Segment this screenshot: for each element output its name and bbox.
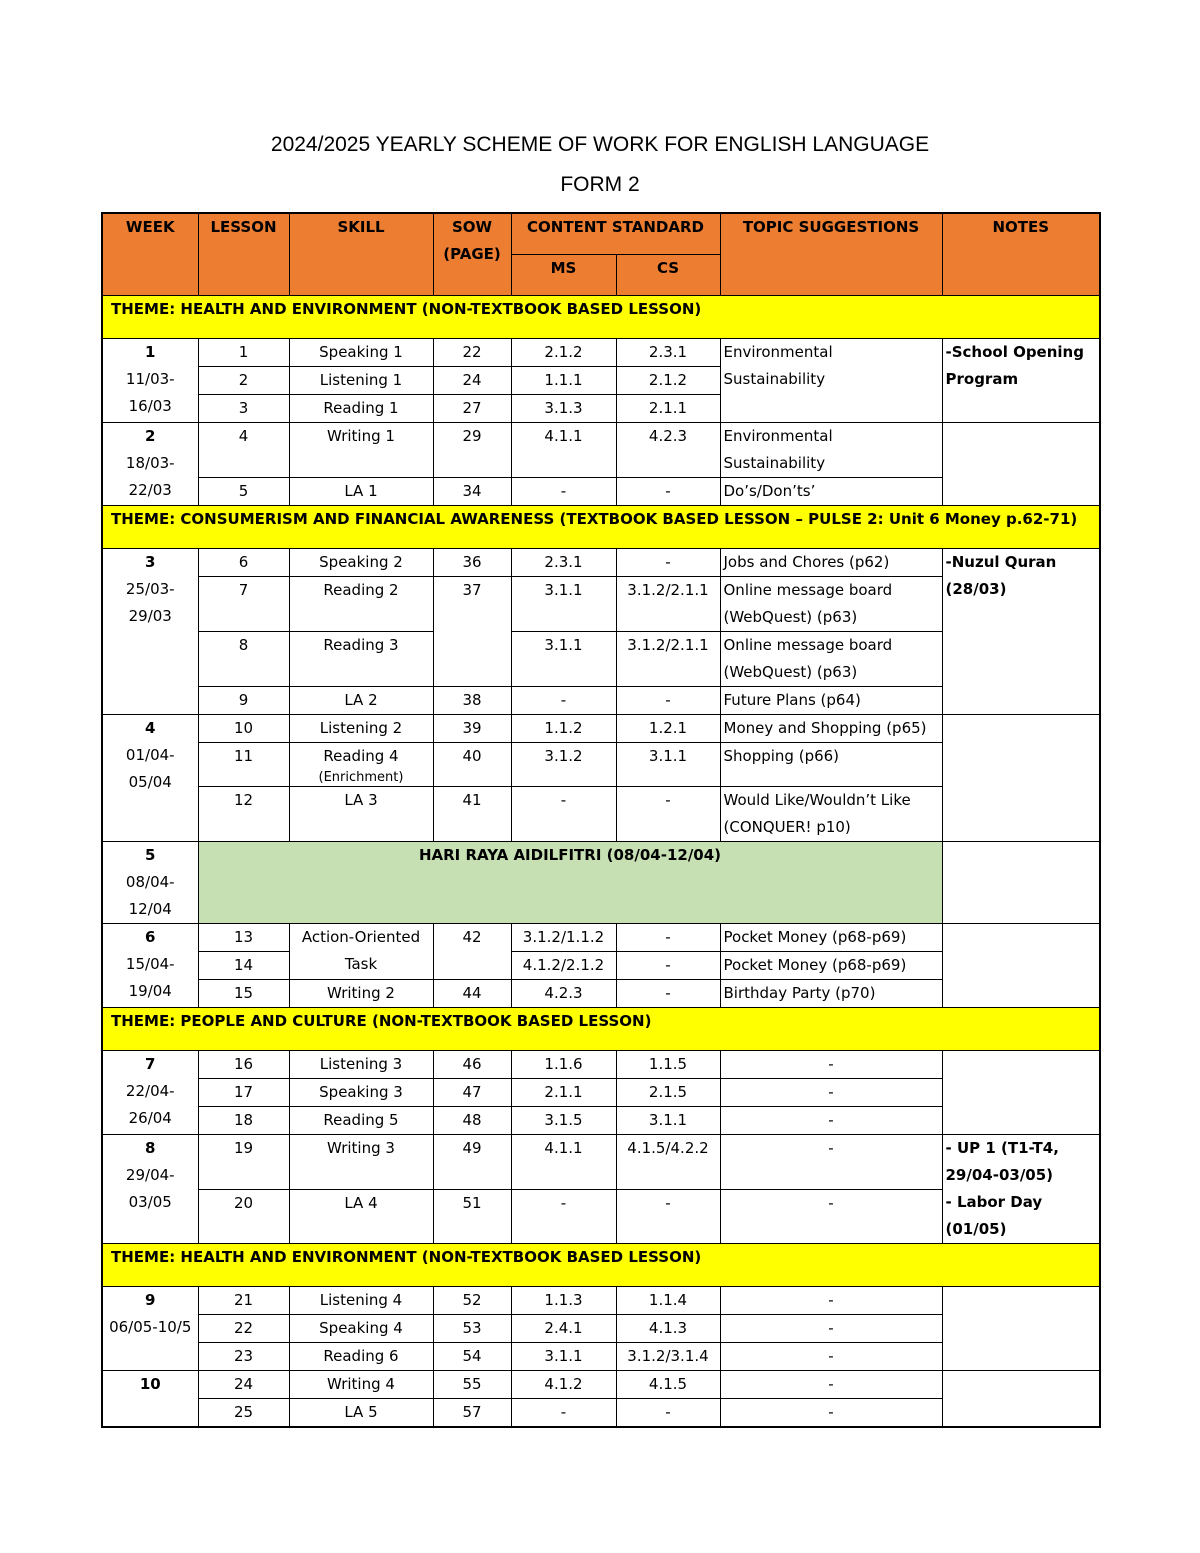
skill-cell: Listening 2 [289, 715, 433, 743]
topic-cell: - [720, 1315, 942, 1343]
sow-cell: 42 [433, 924, 511, 980]
skill-cell: Reading 3 [289, 632, 433, 687]
topic-cell: Pocket Money (p68-p69) [720, 952, 942, 980]
week-dates: 25/03-29/03 [125, 580, 175, 625]
theme-row: THEME: HEALTH AND ENVIRONMENT (NON-TEXTBOOK BASED LESSON) [102, 296, 1100, 339]
table-row [102, 423, 1100, 478]
theme-row: THEME: CONSUMERISM AND FINANCIAL AWARENESS (TEXTBOOK BASED LESSON – PULSE 2: Unit 6 Money p.62-71) [102, 506, 1100, 549]
sow-cell: 44 [433, 980, 511, 1008]
topic-cell: - [720, 1051, 942, 1079]
week-cell [102, 423, 198, 506]
header-cs: CS [616, 255, 720, 296]
table-row [102, 924, 1100, 952]
notes-cell: -School Opening Program [942, 339, 1100, 423]
notes-cell [942, 1135, 1100, 1244]
sow-cell: 34 [433, 478, 511, 506]
scheme-table [101, 212, 1101, 1428]
week-cell [102, 1135, 198, 1244]
topic-cell: - [720, 1287, 942, 1315]
lesson-cell: 6 [198, 549, 289, 577]
week-dates: 06/05-10/5 [109, 1318, 192, 1336]
ms-cell: 3.1.2 [511, 743, 616, 787]
skill-cell: LA 5 [289, 1399, 433, 1428]
skill-cell: Listening 4 [289, 1287, 433, 1315]
topic-cell: Pocket Money (p68-p69) [720, 924, 942, 952]
topic-cell: Online message board (WebQuest) (p63) [720, 632, 942, 687]
skill-cell: Listening 1 [289, 367, 433, 395]
cs-cell: 4.1.5 [616, 1371, 720, 1399]
ms-cell: 3.1.5 [511, 1107, 616, 1135]
ms-cell: 4.1.1 [511, 1135, 616, 1190]
topic-cell: Future Plans (p64) [720, 687, 942, 715]
week-number: 9 [145, 1291, 156, 1309]
sow-cell: 40 [433, 743, 511, 787]
ms-cell: 4.1.2/2.1.2 [511, 952, 616, 980]
lesson-cell: 11 [198, 743, 289, 787]
lesson-cell: 9 [198, 687, 289, 715]
header-topic: TOPIC SUGGESTIONS [720, 213, 942, 296]
week-dates: 29/04-03/05 [125, 1166, 175, 1211]
cs-cell: 1.1.4 [616, 1287, 720, 1315]
ms-cell: - [511, 1190, 616, 1244]
header-notes: NOTES [942, 213, 1100, 296]
week-number: 8 [145, 1139, 156, 1157]
lesson-cell: 1 [198, 339, 289, 367]
skill-cell [289, 743, 433, 787]
skill-cell: Writing 3 [289, 1135, 433, 1190]
week-cell [102, 339, 198, 423]
cs-cell: - [616, 924, 720, 952]
skill-cell: Writing 1 [289, 423, 433, 478]
ms-cell: 3.1.2/1.1.2 [511, 924, 616, 952]
header-ms: MS [511, 255, 616, 296]
skill-cell: Reading 5 [289, 1107, 433, 1135]
lesson-cell: 5 [198, 478, 289, 506]
skill-cell: LA 2 [289, 687, 433, 715]
ms-cell: - [511, 1399, 616, 1428]
lesson-cell: 19 [198, 1135, 289, 1190]
sow-cell: 48 [433, 1107, 511, 1135]
lesson-cell: 12 [198, 787, 289, 842]
lesson-cell: 8 [198, 632, 289, 687]
sow-cell: 39 [433, 715, 511, 743]
topic-cell: Environmental Sustainability [720, 423, 942, 478]
header-sow-page: (PAGE) [443, 245, 501, 263]
ms-cell: 1.1.6 [511, 1051, 616, 1079]
cs-cell: - [616, 478, 720, 506]
ms-cell: 3.1.1 [511, 577, 616, 632]
week-number: 2 [145, 427, 156, 445]
cs-cell: 1.2.1 [616, 715, 720, 743]
ms-cell: - [511, 687, 616, 715]
cs-cell: 3.1.2/2.1.1 [616, 632, 720, 687]
week-cell [102, 1051, 198, 1135]
table-row [102, 549, 1100, 577]
topic-cell: Shopping (p66) [720, 743, 942, 787]
cs-cell: 2.1.5 [616, 1079, 720, 1107]
header-skill: SKILL [289, 213, 433, 296]
topic-cell: Would Like/Wouldn’t Like (CONQUER! p10) [720, 787, 942, 842]
sow-cell: 36 [433, 549, 511, 577]
sow-cell: 37 [433, 577, 511, 687]
week-dates: 11/03-16/03 [125, 370, 175, 415]
topic-cell: - [720, 1190, 942, 1244]
notes-cell [942, 715, 1100, 842]
cs-cell: - [616, 980, 720, 1008]
table-row [102, 842, 1100, 924]
holiday-cell: HARI RAYA AIDILFITRI (08/04-12/04) [198, 842, 942, 924]
notes-cell [942, 1051, 1100, 1135]
cs-cell: 3.1.1 [616, 743, 720, 787]
skill-cell: Reading 2 [289, 577, 433, 632]
topic-cell: Online message board (WebQuest) (p63) [720, 577, 942, 632]
week-dates: 01/04-05/04 [125, 746, 175, 791]
header-row [102, 213, 1100, 255]
cs-cell: - [616, 549, 720, 577]
ms-cell: 4.1.1 [511, 423, 616, 478]
week-number: 10 [139, 1375, 161, 1393]
ms-cell: 4.1.2 [511, 1371, 616, 1399]
topic-cell: - [720, 1079, 942, 1107]
ms-cell: - [511, 787, 616, 842]
sow-cell: 38 [433, 687, 511, 715]
ms-cell: 1.1.3 [511, 1287, 616, 1315]
sow-cell: 29 [433, 423, 511, 478]
skill-note: (Enrichment) [318, 770, 404, 785]
skill-cell: LA 1 [289, 478, 433, 506]
sow-cell: 51 [433, 1190, 511, 1244]
lesson-cell: 3 [198, 395, 289, 423]
cs-cell: - [616, 1190, 720, 1244]
week-number: 6 [145, 928, 156, 946]
note-labor-day: - Labor Day (01/05) [945, 1193, 1043, 1238]
sow-cell: 53 [433, 1315, 511, 1343]
cs-cell: 2.3.1 [616, 339, 720, 367]
week-dates: 22/04-26/04 [125, 1082, 175, 1127]
lesson-cell: 21 [198, 1287, 289, 1315]
ms-cell: 2.4.1 [511, 1315, 616, 1343]
lesson-cell: 23 [198, 1343, 289, 1371]
sow-cell: 22 [433, 339, 511, 367]
week-number: 5 [145, 846, 156, 864]
lesson-cell: 13 [198, 924, 289, 952]
week-cell [102, 549, 198, 715]
sow-cell: 41 [433, 787, 511, 842]
week-cell [102, 1287, 198, 1371]
topic-cell: Jobs and Chores (p62) [720, 549, 942, 577]
skill-cell: Speaking 2 [289, 549, 433, 577]
lesson-cell: 15 [198, 980, 289, 1008]
sow-cell: 54 [433, 1343, 511, 1371]
header-week: WEEK [102, 213, 198, 296]
skill-cell: Speaking 1 [289, 339, 433, 367]
week-number: 3 [145, 553, 156, 571]
cs-cell: 2.1.1 [616, 395, 720, 423]
cs-cell: 4.2.3 [616, 423, 720, 478]
notes-cell [942, 842, 1100, 924]
table-row [102, 1371, 1100, 1399]
sow-cell: 52 [433, 1287, 511, 1315]
week-cell [102, 715, 198, 842]
header-lesson: LESSON [198, 213, 289, 296]
ms-cell: 2.1.2 [511, 339, 616, 367]
skill-cell: Writing 4 [289, 1371, 433, 1399]
cs-cell: - [616, 687, 720, 715]
skill-cell: Writing 2 [289, 980, 433, 1008]
week-dates: 08/04-12/04 [125, 873, 175, 918]
notes-cell: -Nuzul Quran (28/03) [942, 549, 1100, 715]
ms-cell: 3.1.1 [511, 632, 616, 687]
week-dates: 18/03-22/03 [125, 454, 175, 499]
table-row [102, 1287, 1100, 1315]
topic-cell: - [720, 1371, 942, 1399]
lesson-cell: 17 [198, 1079, 289, 1107]
week-cell [102, 924, 198, 1008]
sow-cell: 57 [433, 1399, 511, 1428]
lesson-cell: 24 [198, 1371, 289, 1399]
skill-cell: Reading 6 [289, 1343, 433, 1371]
cs-cell: 3.1.2/3.1.4 [616, 1343, 720, 1371]
week-number: 4 [145, 719, 156, 737]
header-sow [433, 213, 511, 296]
topic-cell: Environmental Sustainability [720, 339, 942, 423]
table-row [102, 1051, 1100, 1079]
document-title: 2024/2025 YEARLY SCHEME OF WORK FOR ENGLISH LANGUAGE [270, 133, 930, 156]
sow-cell: 24 [433, 367, 511, 395]
note-up1: - UP 1 (T1-T4, 29/04-03/05) [945, 1139, 1059, 1184]
lesson-cell: 20 [198, 1190, 289, 1244]
cs-cell: 3.1.2/2.1.1 [616, 577, 720, 632]
ms-cell: 2.1.1 [511, 1079, 616, 1107]
document-subtitle: FORM 2 [560, 173, 640, 196]
sow-cell: 49 [433, 1135, 511, 1190]
week-number: 1 [145, 343, 156, 361]
ms-cell: - [511, 478, 616, 506]
sow-cell: 27 [433, 395, 511, 423]
week-number: 7 [145, 1055, 156, 1073]
topic-cell: - [720, 1135, 942, 1190]
skill-cell: Listening 3 [289, 1051, 433, 1079]
skill-cell: Speaking 3 [289, 1079, 433, 1107]
lesson-cell: 16 [198, 1051, 289, 1079]
sow-cell: 47 [433, 1079, 511, 1107]
cs-cell: - [616, 787, 720, 842]
ms-cell: 2.3.1 [511, 549, 616, 577]
cs-cell: 4.1.5/4.2.2 [616, 1135, 720, 1190]
notes-cell [942, 924, 1100, 1008]
theme-row: THEME: HEALTH AND ENVIRONMENT (NON-TEXTBOOK BASED LESSON) [102, 1244, 1100, 1287]
notes-cell [942, 1371, 1100, 1428]
lesson-cell: 2 [198, 367, 289, 395]
table-row [102, 715, 1100, 743]
ms-cell: 1.1.2 [511, 715, 616, 743]
cs-cell: 4.1.3 [616, 1315, 720, 1343]
ms-cell: 3.1.1 [511, 1343, 616, 1371]
topic-cell: - [720, 1399, 942, 1428]
lesson-cell: 14 [198, 952, 289, 980]
skill-cell: LA 4 [289, 1190, 433, 1244]
notes-cell [942, 1287, 1100, 1371]
week-cell [102, 1371, 198, 1428]
cs-cell: 2.1.2 [616, 367, 720, 395]
table-row [102, 339, 1100, 367]
lesson-cell: 4 [198, 423, 289, 478]
lesson-cell: 7 [198, 577, 289, 632]
notes-cell [942, 423, 1100, 506]
cs-cell: 1.1.5 [616, 1051, 720, 1079]
ms-cell: 4.2.3 [511, 980, 616, 1008]
ms-cell: 3.1.3 [511, 395, 616, 423]
sow-cell: 55 [433, 1371, 511, 1399]
topic-cell: Birthday Party (p70) [720, 980, 942, 1008]
topic-cell: - [720, 1107, 942, 1135]
lesson-cell: 18 [198, 1107, 289, 1135]
skill-cell: Reading 1 [289, 395, 433, 423]
skill-cell: Speaking 4 [289, 1315, 433, 1343]
skill-cell: Action-Oriented Task [289, 924, 433, 980]
week-cell [102, 842, 198, 924]
header-content-standard: CONTENT STANDARD [511, 213, 720, 255]
lesson-cell: 10 [198, 715, 289, 743]
theme-row: THEME: PEOPLE AND CULTURE (NON-TEXTBOOK BASED LESSON) [102, 1008, 1100, 1051]
week-dates: 15/04-19/04 [125, 955, 175, 1000]
ms-cell: 1.1.1 [511, 367, 616, 395]
lesson-cell: 22 [198, 1315, 289, 1343]
sow-cell: 46 [433, 1051, 511, 1079]
header-sow-label: SOW [451, 218, 493, 236]
cs-cell: 3.1.1 [616, 1107, 720, 1135]
skill-cell: LA 3 [289, 787, 433, 842]
skill-label: Reading 4 [323, 747, 399, 765]
topic-cell: Do’s/Don’ts’ [720, 478, 942, 506]
lesson-cell: 25 [198, 1399, 289, 1428]
topic-cell: - [720, 1343, 942, 1371]
cs-cell: - [616, 1399, 720, 1428]
table-row [102, 1135, 1100, 1190]
topic-cell: Money and Shopping (p65) [720, 715, 942, 743]
cs-cell: - [616, 952, 720, 980]
